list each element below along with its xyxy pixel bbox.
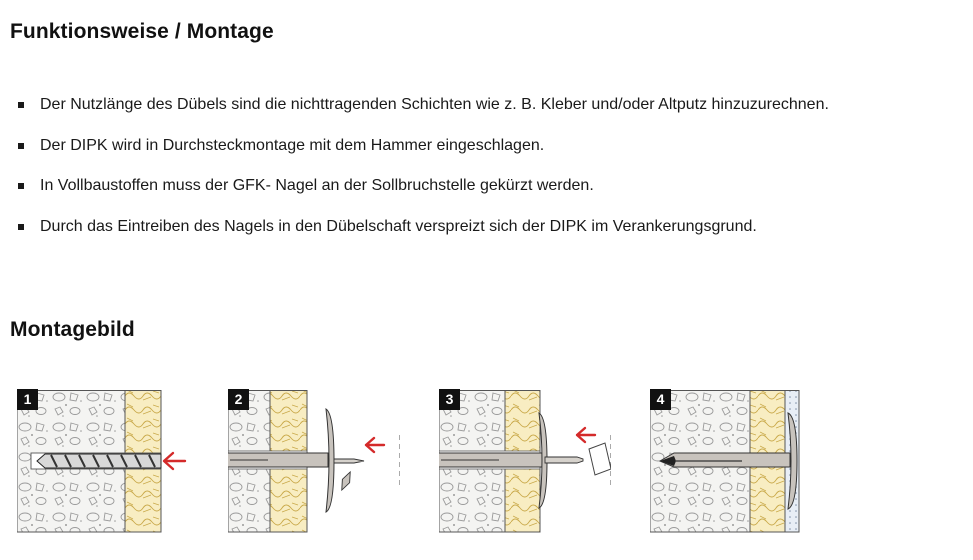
bullet-icon: [18, 224, 24, 230]
section-title-function: Funktionsweise / Montage: [10, 20, 274, 43]
mounting-step-3: [439, 389, 611, 534]
bullet-item: [18, 175, 968, 197]
drill-icon: [17, 389, 189, 534]
step-number-badge: 2: [228, 389, 249, 410]
hammer-nail-icon: [439, 389, 611, 534]
step-number-badge: 3: [439, 389, 460, 410]
mounting-step-1: [17, 389, 189, 534]
mounting-step-4: [650, 389, 822, 534]
bullet-icon: [18, 102, 24, 108]
mounting-step-2: [228, 389, 400, 534]
bullet-item: [18, 216, 968, 238]
bullet-item: [18, 135, 968, 157]
step-number-badge: 4: [650, 389, 671, 410]
bullet-icon: [18, 143, 24, 149]
insert-anchor-icon: [228, 389, 400, 534]
section-title-mounting: Montagebild: [10, 318, 135, 341]
bullet-text: Der Nutzlänge des Dübels sind die nichttragenden Schichten wie z. B. Kleber und/oder Altputz hinzuzurechnen.: [40, 96, 829, 113]
step-number-badge: 1: [17, 389, 38, 410]
installed-anchor-icon: [650, 389, 822, 534]
bullet-text: In Vollbaustoffen muss der GFK- Nagel an der Sollbruchstelle gekürzt werden.: [40, 177, 594, 195]
function-bullet-list: [18, 94, 968, 257]
bullet-text: Der DIPK wird in Durchsteckmontage mit dem Hammer eingeschlagen.: [40, 136, 545, 154]
bullet-icon: [18, 183, 24, 189]
bullet-item: [18, 94, 968, 116]
bullet-text: Durch das Eintreiben des Nagels in den Dübelschaft verspreizt sich der DIPK im Verankerungsgrund.: [40, 218, 757, 236]
